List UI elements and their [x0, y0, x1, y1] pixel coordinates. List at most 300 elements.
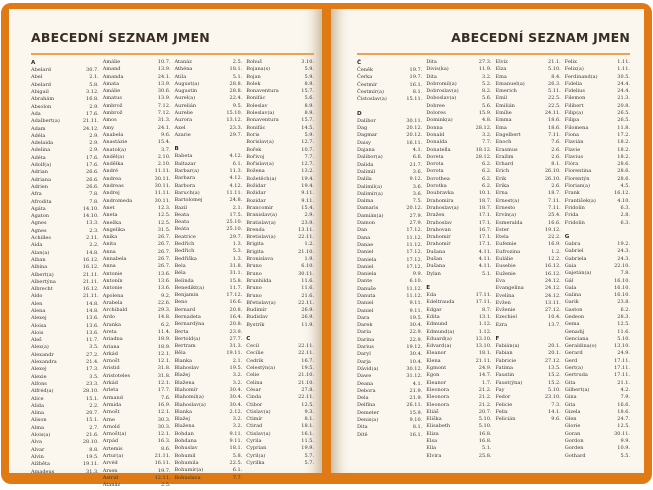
name-text: Daria: [357, 329, 371, 336]
name-entry: [246, 125, 314, 132]
name-text: Dorothea: [426, 175, 450, 182]
name-text: Andromeda: [102, 197, 133, 204]
name-text: Bojana(s): [246, 66, 271, 73]
name-day-date: 9.10.: [409, 417, 423, 424]
name-day-date: 12.2.: [548, 256, 561, 263]
name-text: Amos: [102, 117, 117, 124]
name-day-date: 18.7.: [548, 190, 561, 197]
name-entry: [103, 176, 171, 183]
name-day-date: 23.3.: [229, 124, 243, 131]
name-day-date: 9.11.: [409, 300, 423, 307]
name-entry: [357, 132, 422, 139]
name-text: Břetislav(a): [246, 299, 276, 306]
name-text: Eliza: [426, 430, 439, 437]
name-text: Edmund: [426, 321, 448, 328]
name-text: Dalila: [357, 176, 372, 183]
name-entry: [565, 423, 630, 430]
name-entry: [426, 183, 491, 190]
name-text: Euženie: [495, 270, 516, 277]
name-day-date: 16.1.: [301, 430, 314, 437]
name-entry: [175, 329, 243, 336]
name-entry: [246, 293, 314, 300]
name-entry: [426, 343, 491, 350]
name-day-date: 16.6.: [548, 219, 561, 226]
name-day-date: 6.2.: [481, 183, 492, 190]
name-column: [31, 59, 99, 490]
name-entry: [103, 212, 171, 219]
name-day-date: 18.1.: [301, 423, 314, 430]
name-entry: [31, 242, 99, 249]
name-day-date: 20.12.: [406, 132, 423, 139]
name-text: Alex(a): [31, 344, 49, 351]
name-text: Blažena: [174, 379, 195, 386]
name-day-date: 5.3.: [232, 248, 243, 255]
name-day-date: 6.2.: [481, 175, 492, 182]
name-text: Brenda: [246, 226, 265, 233]
name-day-date: 16.12.: [614, 190, 630, 197]
name-text: Dalibor: [357, 117, 376, 124]
name-entry: [426, 154, 491, 161]
name-text: Areta: [102, 328, 117, 335]
name-entry: [31, 191, 99, 198]
name-text: Andělka: [102, 161, 124, 168]
name-day-date: 15.9.: [409, 409, 423, 416]
name-text: Engelbert: [495, 131, 521, 138]
name-entry: [426, 190, 491, 197]
name-day-date: 21.9.: [409, 387, 423, 394]
name-text: Bretislav(a): [246, 234, 276, 241]
name-entry: [426, 402, 491, 409]
name-text: Etela: [495, 234, 509, 241]
name-text: Abelard: [31, 81, 51, 88]
name-text: Ervín(a): [495, 212, 517, 219]
name-text: Geraldina(o): [564, 343, 597, 350]
name-text: Beno: [174, 299, 188, 306]
name-text: Blahomil(a): [174, 394, 204, 401]
name-entry: [357, 337, 422, 344]
name-text: Arleta: [102, 387, 119, 394]
name-day-date: 18.6.: [548, 124, 561, 131]
name-text: Benjamin: [174, 292, 199, 299]
name-text: Alexej: [31, 366, 47, 373]
name-entry: [426, 176, 491, 183]
name-entry: [426, 394, 491, 401]
name-text: Absolon: [31, 103, 52, 110]
page-title: ABECEDNÍ SEZNAM JMEN: [31, 30, 210, 45]
name-text: Evženie: [495, 307, 516, 314]
name-entry: [426, 212, 491, 219]
name-text: Filipa: [564, 117, 580, 124]
name-text: Ctibor: [246, 401, 263, 408]
name-entry: [565, 445, 630, 452]
name-day-date: 13.1.: [478, 313, 492, 320]
name-entry: [246, 394, 314, 401]
name-entry: [103, 271, 171, 278]
name-entry: [103, 227, 171, 234]
name-text: Anet: [102, 204, 115, 211]
name-entry: [246, 249, 314, 256]
name-entry: [246, 372, 314, 379]
name-day-date: 7.11.: [548, 131, 561, 138]
name-entry: [31, 147, 99, 154]
name-text: Anna: [102, 248, 116, 255]
name-entry: [357, 205, 422, 212]
name-day-date: 15.10.: [226, 110, 243, 117]
name-entry: [565, 248, 630, 255]
name-text: Bratislav(a): [246, 219, 276, 226]
name-text: Dorota: [426, 168, 444, 175]
name-entry: [565, 278, 630, 285]
name-day-date: 22.9.: [409, 329, 423, 336]
name-text: Bořek: [246, 146, 262, 153]
name-entry: [175, 66, 243, 73]
name-day-date: 7.3.: [551, 401, 561, 408]
name-day-date: 30.3.: [157, 416, 171, 423]
name-entry: [426, 271, 491, 278]
name-day-date: 22.11.: [298, 234, 314, 241]
name-day-date: 12.5.: [301, 401, 314, 408]
name-text: Gertruda: [564, 372, 588, 379]
name-day-date: 28.10.: [82, 388, 99, 395]
name-day-date: 29.7.: [229, 233, 243, 240]
name-day-date: 13.6.: [157, 277, 171, 284]
name-day-date: 26.7.: [157, 263, 171, 270]
name-day-date: 16.8.: [478, 438, 492, 445]
name-day-date: 19.7.: [409, 74, 423, 81]
name-text: Fay: [495, 386, 505, 393]
name-text: Blahoslav: [174, 365, 199, 372]
name-text: Aranka: [102, 321, 121, 328]
name-day-date: 8.9.: [304, 102, 314, 109]
name-day-date: 11.11.: [154, 190, 171, 197]
name-entry: [175, 110, 243, 117]
name-day-date: 11.7.: [86, 337, 99, 344]
name-entry: [175, 226, 243, 233]
name-entry: [103, 74, 171, 81]
name-day-date: 31.5.: [157, 226, 171, 233]
name-text: Blanka: [174, 408, 192, 415]
name-entry: [426, 445, 491, 452]
name-day-date: 6.2.: [481, 168, 492, 175]
name-day-date: 26.10.: [544, 168, 561, 175]
name-day-date: 12.5.: [157, 212, 171, 219]
name-text: Abrahám: [31, 96, 55, 103]
name-text: Astrid: [102, 474, 119, 481]
name-text: Bořivoj: [246, 153, 265, 160]
name-day-date: 9.6.: [551, 416, 561, 423]
name-text: Aurelián: [174, 102, 197, 109]
name-text: Bruno: [246, 292, 262, 299]
name-text: Dušan: [426, 256, 443, 263]
name-text: Agaton: [31, 213, 50, 220]
name-text: Cecílie: [246, 350, 264, 357]
name-entry: [103, 147, 171, 154]
name-day-date: 18.2.: [617, 153, 630, 160]
name-text: Dalimír(a): [357, 190, 383, 197]
name-text: Alexej: [31, 315, 47, 322]
name-day-date: 13.11.: [298, 226, 314, 233]
name-day-date: 7.12.: [157, 102, 171, 109]
name-entry: [246, 322, 314, 329]
name-entry: [426, 66, 491, 73]
name-entry: [175, 205, 243, 212]
name-text: Alen: [31, 300, 43, 307]
name-entry: [496, 154, 561, 161]
name-day-date: 11.3.: [229, 168, 243, 175]
name-day-date: 18.1.: [229, 66, 243, 73]
name-day-date: 25.10.: [226, 226, 243, 233]
name-day-date: 9.11.: [301, 197, 314, 204]
name-text: Anita: [102, 241, 117, 248]
name-entry: [565, 205, 630, 212]
name-day-date: 16.12.: [82, 286, 99, 293]
name-entry: [175, 445, 243, 452]
name-day-date: 18.2.: [617, 139, 630, 146]
name-day-date: 23.9.: [229, 328, 243, 335]
name-day-date: 11.6.: [617, 328, 630, 335]
name-text: Anika: [102, 234, 118, 241]
name-entry: [426, 416, 491, 423]
name-entry: [496, 110, 561, 117]
name-entry: [31, 447, 99, 454]
name-day-date: 30.11.: [614, 430, 630, 437]
name-text: Bojan: [246, 73, 261, 80]
name-day-date: 22.5.: [229, 459, 243, 466]
name-entry: [31, 469, 99, 476]
name-text: Abelard: [31, 67, 51, 74]
name-entry: [565, 372, 630, 379]
name-entry: [426, 132, 491, 139]
name-entry: [496, 416, 561, 423]
name-text: Amy: [102, 124, 114, 131]
name-day-date: 28.12.: [475, 153, 492, 160]
name-text: Boleslav(a): [246, 110, 275, 117]
name-text: Danuše: [357, 285, 376, 292]
name-text: Flavius: [564, 153, 584, 160]
name-day-date: 26.5.: [617, 117, 630, 124]
name-text: Daniel: [357, 300, 374, 307]
name-entry: [496, 372, 561, 379]
name-text: Goran: [564, 430, 581, 437]
name-text: Arsen: [102, 467, 118, 474]
name-entry: [103, 125, 171, 132]
name-text: Elisabeth: [426, 423, 451, 430]
name-day-date: 21.11.: [154, 453, 171, 460]
name-entry: [246, 212, 314, 219]
name-entry: [246, 416, 314, 423]
name-entry: [175, 153, 243, 160]
name-day-date: 10.7.: [157, 59, 171, 65]
name-day-date: 9.12.: [409, 176, 423, 183]
name-text: Dante: [357, 278, 373, 285]
name-text: Eufrozina: [495, 248, 521, 255]
name-day-date: 18.9.: [157, 343, 171, 350]
name-entry: [426, 372, 491, 379]
name-entry: [496, 227, 561, 234]
name-text: Gita: [564, 401, 576, 408]
name-day-date: 18.6.: [617, 408, 630, 415]
name-entry: [31, 199, 99, 206]
name-entry: [357, 257, 422, 264]
name-text: Azarie: [174, 131, 191, 138]
name-text: Amálie: [102, 59, 121, 65]
name-entry: [175, 234, 243, 241]
name-column: [175, 59, 243, 490]
name-text: Ernesto: [495, 204, 516, 211]
name-entry: [565, 81, 630, 88]
name-day-date: 17.11.: [475, 299, 492, 306]
name-entry: [357, 432, 422, 439]
name-text: Bohumila: [174, 459, 199, 466]
name-entry: [103, 417, 171, 424]
name-text: Eleanor: [426, 379, 447, 386]
name-text: Edvard(a): [426, 343, 452, 350]
name-text: Emílie: [495, 110, 512, 117]
name-text: Blanka: [174, 357, 192, 364]
name-text: Dita: [426, 59, 437, 65]
name-day-date: 21.7.: [409, 161, 423, 168]
name-entry: [426, 220, 491, 227]
name-day-date: 22.11.: [298, 299, 314, 306]
name-day-date: 16.4.: [229, 313, 243, 320]
name-day-date: 14.8.: [86, 300, 99, 307]
name-text: Bedřich: [174, 248, 195, 255]
name-text: Armand: [102, 394, 123, 401]
name-day-date: 16.1.: [409, 81, 423, 88]
name-text: Fatima: [495, 365, 513, 372]
name-entry: [496, 365, 561, 372]
name-entry: [496, 343, 561, 350]
name-text: Divis(ka): [426, 66, 449, 73]
name-entry: [175, 372, 243, 379]
name-day-date: 10.4.: [409, 358, 423, 365]
name-day-date: 21.2.: [478, 401, 492, 408]
name-day-date: 20.12.: [406, 205, 423, 212]
name-text: Daisy: [357, 139, 371, 146]
name-entry: [246, 147, 314, 154]
name-text: Flavie: [564, 146, 581, 153]
name-text: Adalbert(a): [31, 118, 60, 125]
name-day-date: 17.12.: [406, 263, 423, 270]
name-day-date: 5.11.: [548, 88, 561, 95]
name-day-date: 13.6.: [157, 285, 171, 292]
name-day-date: 4.5.: [620, 183, 630, 190]
name-text: Antonín: [102, 277, 123, 284]
name-entry: [426, 438, 491, 445]
name-day-date: 12.1.: [157, 380, 171, 387]
name-entry: [31, 155, 99, 162]
name-text: Afra: [31, 191, 42, 198]
name-entry: [175, 292, 243, 299]
name-entry: [357, 308, 422, 315]
name-day-date: 7.11.: [548, 197, 561, 204]
name-entry: [246, 66, 314, 73]
name-day-date: 13.11.: [544, 299, 561, 306]
name-text: August(a): [174, 80, 200, 87]
name-entry: [31, 352, 99, 359]
name-day-date: 1.7.: [481, 379, 492, 386]
name-entry: [103, 88, 171, 95]
name-text: Darek: [357, 322, 373, 329]
name-text: Cinda: [246, 394, 262, 401]
name-entry: [31, 67, 99, 74]
name-text: Edgar: [426, 306, 442, 313]
name-day-date: 14.1.: [548, 408, 561, 415]
name-text: Alexandra: [31, 359, 57, 366]
name-day-date: 24.7.: [617, 416, 630, 423]
name-day-date: 16.8.: [86, 96, 99, 103]
name-entry: [175, 270, 243, 277]
name-text: Donald: [426, 131, 445, 138]
name-text: Gita: [564, 379, 576, 386]
name-entry: [103, 66, 171, 73]
name-text: Bartolomej: [174, 197, 203, 204]
name-text: Atanáz: [102, 482, 121, 489]
name-entry: [565, 453, 630, 460]
name-entry: [357, 286, 422, 293]
name-day-date: 19.11.: [82, 461, 99, 468]
name-day-date: 16.6.: [229, 299, 243, 306]
name-text: Dita: [426, 73, 437, 80]
name-column: [103, 59, 171, 490]
name-entry: [565, 95, 630, 102]
name-text: Anabela: [102, 131, 124, 138]
name-text: Fabricie: [495, 357, 517, 364]
name-columns: [31, 59, 314, 490]
name-text: Ferdinand(a): [564, 73, 598, 80]
name-columns: [357, 59, 630, 460]
name-text: Eleonora: [426, 394, 450, 401]
name-day-date: 17.5.: [229, 211, 243, 218]
name-day-date: 16.9.: [548, 241, 561, 248]
name-day-date: 13.10.: [475, 335, 492, 342]
name-text: Emanuel(a): [495, 80, 525, 87]
name-entry: [565, 380, 630, 387]
name-entry: [496, 198, 561, 205]
name-day-date: 27.9.: [409, 212, 423, 219]
name-entry: [175, 168, 243, 175]
name-day-date: 23.3.: [86, 380, 99, 387]
name-entry: [31, 184, 99, 191]
name-entry: [246, 234, 314, 241]
name-entry: [246, 110, 314, 117]
name-entry: [175, 321, 243, 328]
name-day-date: 29.7.: [229, 131, 243, 138]
name-text: Drahomír: [426, 234, 451, 241]
name-day-date: 28.3.: [617, 313, 630, 320]
name-day-date: 17.11.: [614, 365, 630, 372]
name-entry: [103, 358, 171, 365]
name-day-date: 5.10.: [617, 335, 630, 342]
name-text: Cyril(a): [246, 452, 266, 459]
name-text: Elza: [495, 66, 507, 73]
name-text: Daniela: [357, 256, 377, 263]
name-text: Delfína: [357, 402, 376, 409]
name-day-date: 27.12.: [544, 307, 561, 314]
name-entry: [426, 241, 491, 248]
name-entry: [565, 241, 630, 248]
name-text: Anatol(a): [102, 146, 127, 153]
name-entry: [103, 249, 171, 256]
name-entry: [357, 322, 422, 329]
name-entry: [426, 299, 491, 306]
name-text: Ariadna: [102, 336, 123, 343]
letter-heading: Č: [357, 60, 362, 66]
name-entry: [103, 336, 171, 343]
name-day-date: 7.5.: [412, 198, 423, 205]
name-text: Bohumír(a): [174, 467, 204, 474]
name-entry: [357, 242, 422, 249]
